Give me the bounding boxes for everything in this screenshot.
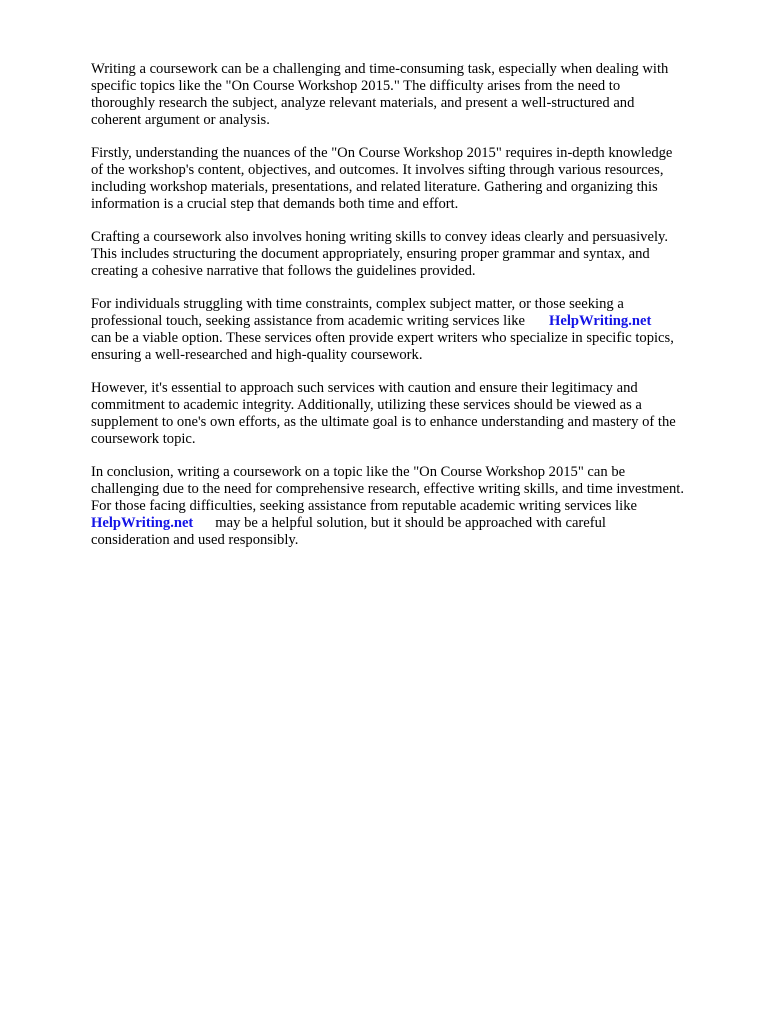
text-line: For individuals struggling with time constraints, complex subject matter, or those seeking a: [91, 296, 624, 312]
text-line: coherent argument or analysis.: [91, 112, 270, 128]
text-line: supplement to one's own efforts, as the ultimate goal is to enhance understanding and mastery of the: [91, 414, 676, 430]
document-body: [91, 61, 731, 565]
helpwriting-link[interactable]: HelpWriting.net: [549, 313, 652, 329]
text-line: creating a cohesive narrative that follows the guidelines provided.: [91, 263, 476, 279]
text-line: coursework topic.: [91, 431, 196, 447]
text-line: Firstly, understanding the nuances of the "On Course Workshop 2015" requires in-depth knowledge: [91, 145, 673, 161]
text-line: ensuring a well-researched and high-quality coursework.: [91, 347, 423, 363]
text-line: of the workshop's content, objectives, and outcomes. It involves sifting through various resources,: [91, 162, 664, 178]
text-line: However, it's essential to approach such services with caution and ensure their legitimacy and: [91, 380, 638, 396]
text-line: For those facing difficulties, seeking assistance from reputable academic writing services like: [91, 498, 638, 514]
paragraph-3: [91, 229, 731, 280]
paragraph-5: [91, 380, 731, 448]
text-line: challenging due to the need for comprehensive research, effective writing skills, and time investment.: [91, 481, 685, 497]
text-line: information is a crucial step that demands both time and effort.: [91, 196, 459, 212]
paragraph-1: [91, 61, 731, 129]
text-line: [91, 313, 731, 330]
text-line: commitment to academic integrity. Additionally, utilizing these services should be viewed as a: [91, 397, 642, 413]
paragraph-6: [91, 464, 731, 549]
text-line: including workshop materials, presentations, and related literature. Gathering and organizing this: [91, 179, 658, 195]
text-line: thoroughly research the subject, analyze relevant materials, and present a well-structured and: [91, 95, 635, 111]
text-line: Writing a coursework can be a challenging and time-consuming task, especially when dealing with: [91, 61, 669, 77]
paragraph-2: [91, 145, 731, 213]
text-segment: may be a helpful solution, but it should be approached with careful: [215, 515, 606, 531]
text-line: [91, 515, 731, 532]
helpwriting-link[interactable]: HelpWriting.net: [91, 515, 194, 531]
text-line: specific topics like the "On Course Workshop 2015." The difficulty arises from the need to: [91, 78, 621, 94]
paragraph-4: [91, 296, 731, 364]
text-segment: professional touch, seeking assistance from academic writing services like: [91, 313, 526, 329]
text-line: consideration and used responsibly.: [91, 532, 299, 548]
text-line: can be a viable option. These services often provide expert writers who specialize in specific topics,: [91, 330, 674, 346]
text-line: In conclusion, writing a coursework on a topic like the "On Course Workshop 2015" can be: [91, 464, 626, 480]
text-line: This includes structuring the document appropriately, ensuring proper grammar and syntax, and: [91, 246, 650, 262]
text-line: Crafting a coursework also involves honing writing skills to convey ideas clearly and persuasively.: [91, 229, 668, 245]
